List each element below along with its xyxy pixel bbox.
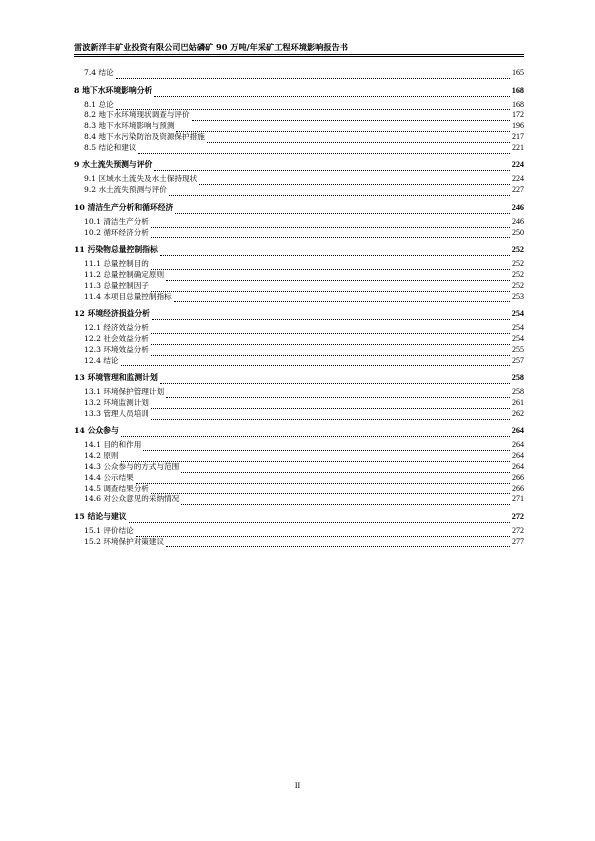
toc-entry-page: 254 — [512, 323, 524, 333]
header-rule-thin — [74, 56, 524, 57]
toc-entry-page: 262 — [512, 408, 524, 418]
toc-entry-label — [74, 202, 173, 214]
toc-dot-leader — [151, 229, 510, 238]
toc-entry-title: 总量控制目的 — [103, 259, 149, 269]
toc-section-entry[interactable] — [74, 440, 524, 451]
toc-entry-page: 264 — [512, 461, 524, 471]
toc-entry-number: 11.2 — [84, 269, 101, 279]
toc-dot-leader — [174, 293, 510, 302]
toc-entry-number: 13.3 — [84, 408, 101, 418]
toc-entry-page: 252 — [511, 245, 524, 255]
toc-entry-number: 14.6 — [84, 494, 101, 504]
toc-entry-label — [84, 409, 149, 420]
toc-entry-title: 地下水环境影响分析 — [82, 85, 153, 95]
toc-dot-leader — [116, 101, 510, 110]
toc-dot-leader — [151, 485, 510, 494]
toc-entry-title: 环境监测计划 — [103, 397, 149, 407]
toc-entry-page: 246 — [512, 216, 524, 226]
toc-entry-title: 结论与建议 — [87, 511, 127, 521]
toc-entry-number: 15.1 — [84, 525, 101, 535]
toc-chapter-entry[interactable] — [74, 159, 524, 171]
toc-entry-title: 原则 — [103, 451, 119, 461]
toc-entry-title: 环境经济损益分析 — [87, 309, 150, 319]
toc-entry-title: 结论 — [103, 355, 119, 365]
toc-entry-number: 8.4 — [84, 131, 97, 141]
toc-entry-title: 环境效益分析 — [103, 344, 149, 354]
toc-entry-title: 结论和建议 — [98, 142, 137, 152]
toc-entry-title: 环境保护管理计划 — [103, 387, 165, 397]
toc-entry-page: 217 — [512, 131, 524, 141]
toc-chapter-entry[interactable] — [74, 511, 524, 523]
toc-section-entry[interactable] — [74, 292, 524, 303]
toc-section-entry[interactable] — [74, 334, 524, 345]
toc-entry-number: 15 — [74, 511, 85, 521]
toc-chapter-entry[interactable] — [74, 308, 524, 320]
toc-section-entry[interactable] — [74, 356, 524, 367]
toc-entry-page: 168 — [511, 85, 524, 95]
toc-entry-page: 264 — [512, 451, 524, 461]
toc-entry-page: 255 — [512, 344, 524, 354]
toc-dot-leader — [151, 219, 510, 228]
toc-section-entry[interactable] — [74, 228, 524, 239]
toc-entry-number: 14 — [74, 426, 85, 436]
toc-entry-number: 12.3 — [84, 344, 101, 354]
toc-section-entry[interactable] — [74, 132, 524, 143]
toc-section-entry[interactable] — [74, 217, 524, 228]
header-rule — [74, 54, 524, 55]
toc-entry-title: 公示结果 — [103, 472, 134, 482]
toc-section-entry[interactable] — [74, 526, 524, 537]
toc-chapter-entry[interactable] — [74, 372, 524, 384]
toc-entry-title: 总量控制因子 — [103, 280, 149, 290]
toc-entry-title: 水土流失预测与评价 — [82, 160, 153, 170]
toc-entry-title: 总论 — [98, 99, 114, 109]
toc-dot-leader — [160, 375, 510, 384]
toc-entry-number: 10.1 — [84, 216, 101, 226]
toc-entry-label — [84, 356, 119, 367]
toc-entry-label — [84, 345, 149, 356]
toc-entry-page: 258 — [511, 373, 524, 383]
toc-dot-leader — [151, 347, 510, 356]
toc-entry-label — [84, 440, 141, 451]
toc-entry-title: 地下水污染防治及资源保护措施 — [98, 131, 205, 141]
toc-entry-title: 循环经济分析 — [103, 227, 149, 237]
toc-dot-leader — [151, 261, 510, 270]
toc-entry-label — [84, 292, 172, 303]
toc-entry-page: 272 — [511, 511, 524, 521]
toc-dot-leader — [160, 247, 510, 256]
toc-entry-title: 经济效益分析 — [103, 323, 149, 333]
toc-section-entry[interactable] — [74, 68, 524, 79]
toc-entry-page: 253 — [512, 291, 524, 301]
toc-entry-title: 地下水环境影响与预测 — [98, 121, 175, 131]
toc-dot-leader — [121, 428, 510, 437]
toc-entry-number: 14.5 — [84, 483, 101, 493]
toc-section-entry[interactable] — [74, 494, 524, 505]
toc-entry-title: 调查结果分析 — [103, 483, 149, 493]
toc-entry-label — [84, 228, 149, 239]
toc-entry-number: 14.4 — [84, 472, 101, 482]
toc-entry-number: 8.5 — [84, 142, 97, 152]
toc-dot-leader — [136, 528, 510, 537]
toc-dot-leader — [136, 475, 510, 484]
toc-entry-label — [74, 425, 119, 437]
toc-dot-leader — [199, 176, 510, 185]
toc-entry-label — [84, 494, 179, 505]
toc-section-entry[interactable] — [74, 398, 524, 409]
toc-chapter-entry[interactable] — [74, 244, 524, 256]
toc-section-entry[interactable] — [74, 473, 524, 484]
toc-dot-leader — [175, 205, 509, 214]
toc-section-entry[interactable] — [74, 270, 524, 281]
page-number: II — [294, 781, 301, 790]
toc-dot-leader — [151, 336, 510, 345]
toc-section-entry[interactable] — [74, 462, 524, 473]
toc-entry-number: 13.2 — [84, 397, 101, 407]
toc-entry-title: 环境保护对策建议 — [103, 536, 165, 546]
toc-dot-leader — [151, 325, 510, 334]
toc-dot-leader — [151, 411, 510, 420]
toc-entry-page: 246 — [511, 202, 524, 212]
toc-dot-leader — [129, 514, 510, 523]
toc-entry-number: 12 — [74, 309, 85, 319]
toc-entry-number: 9.1 — [84, 174, 97, 184]
toc-entry-page: 165 — [512, 68, 524, 77]
toc-entry-number: 9 — [74, 160, 80, 170]
toc-entry-title: 公众参与 — [87, 426, 119, 436]
toc-dot-leader — [181, 496, 510, 505]
toc-dot-leader — [152, 311, 510, 320]
toc-entry-number: 10 — [74, 202, 85, 212]
toc-entry-page: 264 — [511, 426, 524, 436]
toc-entry-label — [84, 270, 164, 281]
toc-chapter-entry[interactable] — [74, 202, 524, 214]
toc-entry-title: 区域水土流失及水土保持现状 — [98, 174, 198, 184]
toc-entry-number: 12.2 — [84, 333, 101, 343]
toc-entry-label — [84, 323, 149, 334]
toc-entry-page: 277 — [512, 536, 524, 546]
document-header-title: 雷波新洋丰矿业投资有限公司巴姑磷矿 90 万吨/年采矿工程环境影响报告书 — [74, 42, 348, 52]
toc-entry-title: 公众参与的方式与范围 — [103, 461, 180, 471]
toc-entry-page: 266 — [512, 472, 524, 482]
toc-entry-title: 污染物总量控制指标 — [87, 245, 158, 255]
toc-entry-page: 252 — [512, 259, 524, 269]
toc-entry-title: 评价结论 — [103, 525, 134, 535]
toc-entry-page: 252 — [512, 280, 524, 290]
toc-entry-number: 8.3 — [84, 121, 97, 131]
toc-entry-number: 11.3 — [84, 280, 101, 290]
toc-entry-number: 13.1 — [84, 387, 101, 397]
toc-entry-number: 14.3 — [84, 461, 101, 471]
toc-entry-label — [84, 185, 167, 196]
toc-entry-page: 264 — [512, 440, 524, 450]
toc-entry-page: 168 — [512, 99, 524, 109]
toc-entry-label — [74, 159, 152, 171]
toc-entry-label — [84, 143, 136, 154]
toc-dot-leader — [143, 442, 510, 451]
toc-dot-leader — [154, 88, 509, 97]
toc-entry-label — [84, 174, 197, 185]
toc-dot-leader — [151, 283, 510, 292]
toc-section-entry[interactable] — [74, 185, 524, 196]
toc-entry-title: 管理人员培训 — [103, 408, 149, 418]
toc-entry-label — [84, 537, 164, 548]
table-of-contents — [74, 68, 524, 547]
toc-entry-label — [74, 372, 158, 384]
toc-entry-number: 14.1 — [84, 440, 101, 450]
toc-entry-title: 水土流失预测与评价 — [98, 185, 167, 195]
toc-section-entry[interactable] — [74, 323, 524, 334]
toc-entry-title: 社会效益分析 — [103, 333, 149, 343]
toc-section-entry[interactable] — [74, 121, 524, 132]
toc-entry-label — [84, 387, 164, 398]
toc-entry-page: 172 — [512, 110, 524, 120]
toc-entry-label — [84, 398, 149, 409]
toc-section-entry[interactable] — [74, 100, 524, 111]
toc-entry-label — [74, 511, 127, 523]
toc-dot-leader — [116, 70, 510, 79]
toc-section-entry[interactable] — [74, 143, 524, 154]
toc-chapter-entry[interactable] — [74, 85, 524, 97]
toc-section-entry[interactable] — [74, 281, 524, 292]
toc-entry-label — [74, 85, 152, 97]
toc-entry-page: 254 — [512, 333, 524, 343]
toc-entry-page: 252 — [512, 269, 524, 279]
toc-entry-title: 总量控制确定原则 — [103, 269, 165, 279]
toc-entry-title: 目的和作用 — [103, 440, 142, 450]
toc-entry-number: 8.2 — [84, 110, 97, 120]
toc-section-entry[interactable] — [74, 174, 524, 185]
toc-entry-page: 224 — [512, 174, 524, 184]
toc-entry-label — [74, 308, 150, 320]
toc-section-entry[interactable] — [74, 537, 524, 548]
toc-entry-page: 271 — [512, 494, 524, 504]
toc-entry-page: 224 — [511, 160, 524, 170]
toc-entry-number: 11.1 — [84, 259, 101, 269]
toc-entry-page: 221 — [512, 142, 524, 152]
toc-dot-leader — [176, 123, 510, 132]
toc-dot-leader — [121, 453, 510, 462]
toc-dot-leader — [207, 134, 510, 143]
toc-entry-page: 257 — [512, 355, 524, 365]
toc-dot-leader — [151, 400, 510, 409]
toc-dot-leader — [121, 357, 510, 366]
toc-section-entry[interactable] — [74, 345, 524, 356]
toc-section-entry[interactable] — [74, 484, 524, 495]
toc-entry-number: 14.2 — [84, 451, 101, 461]
toc-chapter-entry[interactable] — [74, 425, 524, 437]
toc-dot-leader — [166, 272, 510, 281]
toc-section-entry[interactable] — [74, 259, 524, 270]
toc-entry-number: 11.4 — [84, 291, 101, 301]
toc-entry-label — [84, 281, 149, 292]
toc-entry-number: 11 — [74, 245, 85, 255]
toc-entry-number: 12.1 — [84, 323, 101, 333]
toc-section-entry[interactable] — [74, 387, 524, 398]
toc-entry-number: 15.2 — [84, 536, 101, 546]
toc-entry-number: 7.4 — [84, 68, 97, 77]
toc-entry-title: 清洁生产分析和循环经济 — [87, 202, 174, 212]
toc-dot-leader — [192, 112, 510, 121]
toc-dot-leader — [154, 162, 509, 171]
toc-entry-label — [84, 217, 149, 228]
toc-section-entry[interactable] — [74, 110, 524, 121]
toc-entry-number: 9.2 — [84, 185, 97, 195]
toc-entry-number: 10.2 — [84, 227, 101, 237]
toc-entry-title: 本项目总量控制指标 — [103, 291, 172, 301]
toc-entry-label — [84, 462, 179, 473]
toc-entry-label — [84, 100, 114, 111]
toc-entry-title: 地下水环境现状调查与评价 — [98, 110, 190, 120]
toc-entry-label — [84, 451, 119, 462]
toc-entry-label — [84, 259, 149, 270]
toc-entry-label — [84, 526, 134, 537]
toc-entry-label — [84, 132, 205, 143]
toc-entry-number: 8 — [74, 85, 80, 95]
toc-entry-title: 清洁生产分析 — [103, 216, 149, 226]
toc-entry-number: 13 — [74, 373, 85, 383]
toc-dot-leader — [138, 145, 510, 154]
toc-entry-page: 266 — [512, 483, 524, 493]
toc-entry-page: 261 — [512, 397, 524, 407]
toc-section-entry[interactable] — [74, 409, 524, 420]
toc-entry-page: 196 — [512, 121, 524, 131]
toc-entry-label — [84, 473, 134, 484]
toc-dot-leader — [181, 464, 510, 473]
toc-entry-label — [84, 68, 114, 79]
toc-entry-page: 254 — [511, 309, 524, 319]
toc-entry-number: 8.1 — [84, 99, 97, 109]
toc-entry-page: 250 — [512, 227, 524, 237]
toc-entry-page: 272 — [512, 525, 524, 535]
toc-entry-label — [74, 244, 158, 256]
toc-entry-label — [84, 121, 174, 132]
toc-entry-number: 12.4 — [84, 355, 101, 365]
toc-dot-leader — [166, 389, 510, 398]
toc-entry-title: 环境管理和监测计划 — [87, 373, 158, 383]
toc-entry-label — [84, 110, 190, 121]
toc-entry-label — [84, 484, 149, 495]
toc-entry-page: 227 — [512, 185, 524, 195]
toc-entry-title: 结论 — [98, 68, 114, 77]
toc-dot-leader — [166, 538, 510, 547]
toc-dot-leader — [169, 187, 510, 196]
toc-entry-title: 对公众意见的采纳情况 — [103, 494, 180, 504]
toc-entry-page: 258 — [512, 387, 524, 397]
toc-section-entry[interactable] — [74, 451, 524, 462]
toc-entry-label — [84, 334, 149, 345]
